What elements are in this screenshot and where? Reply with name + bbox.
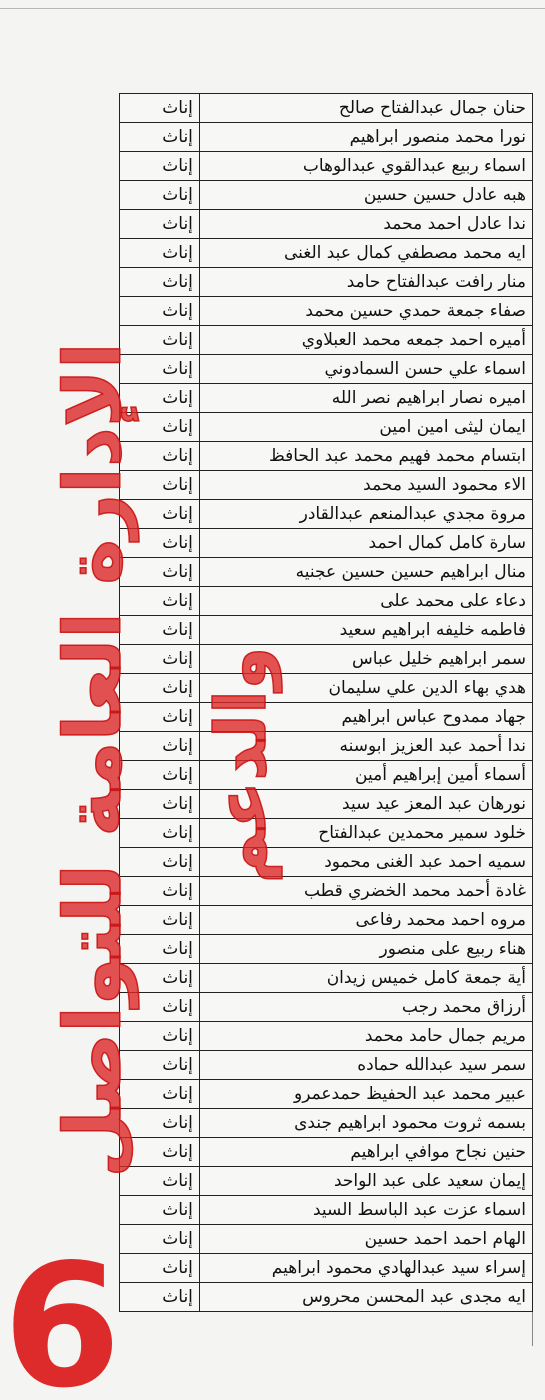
table-row xyxy=(120,94,533,123)
name-cell: اميره نصار ابراهيم نصر الله xyxy=(199,384,532,413)
gender-cell: إناث xyxy=(120,1167,200,1196)
table-row xyxy=(120,1051,533,1080)
name-cell: ايه مجدى عبد المحسن محروس xyxy=(199,1283,532,1312)
name-cell: إسراء سيد عبدالهادي محمود ابراهيم xyxy=(199,1254,532,1283)
gender-cell: إناث xyxy=(120,500,200,529)
name-cell: دعاء على محمد على xyxy=(199,587,532,616)
name-cell: بسمه ثروت محمود ابراهيم جندى xyxy=(199,1109,532,1138)
table-row xyxy=(120,1022,533,1051)
name-cell: غادة أحمد محمد الخضري قطب xyxy=(199,877,532,906)
table-row xyxy=(120,210,533,239)
table-row xyxy=(120,500,533,529)
table-row xyxy=(120,326,533,355)
watermark-number: 6 xyxy=(2,1228,122,1400)
gender-cell: إناث xyxy=(120,210,200,239)
table-row xyxy=(120,848,533,877)
name-cell: سمر ابراهيم خليل عباس xyxy=(199,645,532,674)
gender-cell: إناث xyxy=(120,123,200,152)
name-cell: هبه عادل حسين حسين xyxy=(199,181,532,210)
name-cell: سمر سيد عبدالله حماده xyxy=(199,1051,532,1080)
name-cell: سارة كامل كمال احمد xyxy=(199,529,532,558)
gender-cell: إناث xyxy=(120,558,200,587)
name-cell: صفاء جمعة حمدي حسين محمد xyxy=(199,297,532,326)
table-row xyxy=(120,384,533,413)
gender-cell: إناث xyxy=(120,1022,200,1051)
gender-cell: إناث xyxy=(120,181,200,210)
name-cell: خلود سمير محمدين عبدالفتاح xyxy=(199,819,532,848)
gender-cell: إناث xyxy=(120,587,200,616)
name-cell: منار رافت عبدالفتاح حامد xyxy=(199,268,532,297)
name-cell: أرزاق محمد رجب xyxy=(199,993,532,1022)
table-row xyxy=(120,1254,533,1283)
name-cell: مروه احمد محمد رفاعى xyxy=(199,906,532,935)
gender-cell: إناث xyxy=(120,384,200,413)
gender-cell: إناث xyxy=(120,1138,200,1167)
table-row xyxy=(120,964,533,993)
gender-cell: إناث xyxy=(120,442,200,471)
table-row xyxy=(120,587,533,616)
table-row xyxy=(120,442,533,471)
table-row xyxy=(120,1109,533,1138)
names-table-body xyxy=(120,94,533,1312)
name-cell: هدي بهاء الدين علي سليمان xyxy=(199,674,532,703)
gender-cell: إناث xyxy=(120,906,200,935)
gender-cell: إناث xyxy=(120,239,200,268)
watermark-line2: والدعم xyxy=(200,646,282,884)
name-cell: عبير محمد عبد الحفيظ حمدعمرو xyxy=(199,1080,532,1109)
name-cell: نورا محمد منصور ابراهيم xyxy=(199,123,532,152)
gender-cell: إناث xyxy=(120,471,200,500)
gender-cell: إناث xyxy=(120,413,200,442)
table-row xyxy=(120,181,533,210)
gender-cell: إناث xyxy=(120,616,200,645)
table-row xyxy=(120,1080,533,1109)
gender-cell: إناث xyxy=(120,877,200,906)
name-cell: أميره احمد جمعه محمد العبلاوي xyxy=(199,326,532,355)
table-row xyxy=(120,935,533,964)
table-row xyxy=(120,239,533,268)
gender-cell: إناث xyxy=(120,790,200,819)
gender-cell: إناث xyxy=(120,964,200,993)
name-cell: إيمان سعيد على عبد الواحد xyxy=(199,1167,532,1196)
name-cell: ندا أحمد عبد العزيز ابوسنه xyxy=(199,732,532,761)
name-cell: أسماء أمين إبراهيم أمين xyxy=(199,761,532,790)
table-row xyxy=(120,645,533,674)
name-cell: الهام احمد احمد حسين xyxy=(199,1225,532,1254)
gender-cell: إناث xyxy=(120,152,200,181)
name-cell: هناء ربيع على منصور xyxy=(199,935,532,964)
table-row xyxy=(120,906,533,935)
name-cell: حنين نجاح موافي ابراهيم xyxy=(199,1138,532,1167)
table-row xyxy=(120,616,533,645)
table-row xyxy=(120,123,533,152)
table-row xyxy=(120,1138,533,1167)
table-row xyxy=(120,1225,533,1254)
name-cell: ندا عادل احمد محمد xyxy=(199,210,532,239)
name-cell: جهاد ممدوح عباس ابراهيم xyxy=(199,703,532,732)
gender-cell: إناث xyxy=(120,326,200,355)
name-cell: الاء محمود السيد محمد xyxy=(199,471,532,500)
name-cell: اسماء عزت عبد الباسط السيد xyxy=(199,1196,532,1225)
names-table xyxy=(119,93,533,1312)
gender-cell: إناث xyxy=(120,1283,200,1312)
gender-cell: إناث xyxy=(120,297,200,326)
watermark-line1: الإدارة العامة للتواصل xyxy=(49,342,139,1178)
gender-cell: إناث xyxy=(120,1080,200,1109)
gender-cell: إناث xyxy=(120,1109,200,1138)
table-row xyxy=(120,297,533,326)
page-edge xyxy=(532,93,545,1346)
gender-cell: إناث xyxy=(120,732,200,761)
name-cell: اسماء علي حسن السمادوني xyxy=(199,355,532,384)
table-row xyxy=(120,1167,533,1196)
table-row xyxy=(120,558,533,587)
gender-cell: إناث xyxy=(120,761,200,790)
name-cell: فاطمه خليفه ابراهيم سعيد xyxy=(199,616,532,645)
table-row xyxy=(120,703,533,732)
gender-cell: إناث xyxy=(120,529,200,558)
gender-cell: إناث xyxy=(120,993,200,1022)
name-cell: ايه محمد مصطفي كمال عبد الغنى xyxy=(199,239,532,268)
top-divider xyxy=(0,8,545,9)
gender-cell: إناث xyxy=(120,819,200,848)
gender-cell: إناث xyxy=(120,268,200,297)
name-cell: نورهان عبد المعز عيد سيد xyxy=(199,790,532,819)
table-row xyxy=(120,471,533,500)
gender-cell: إناث xyxy=(120,674,200,703)
gender-cell: إناث xyxy=(120,1196,200,1225)
gender-cell: إناث xyxy=(120,645,200,674)
table-row xyxy=(120,819,533,848)
name-cell: حنان جمال عبدالفتاح صالح xyxy=(199,94,532,123)
gender-cell: إناث xyxy=(120,94,200,123)
table-row xyxy=(120,529,533,558)
name-cell: أية جمعة كامل خميس زيدان xyxy=(199,964,532,993)
name-cell: اسماء ربيع عبدالقوي عبدالوهاب xyxy=(199,152,532,181)
gender-cell: إناث xyxy=(120,1254,200,1283)
gender-cell: إناث xyxy=(120,355,200,384)
table-row xyxy=(120,413,533,442)
name-cell: سميه احمد عبد الغنى محمود xyxy=(199,848,532,877)
name-cell: مروة مجدي عبدالمنعم عبدالقادر xyxy=(199,500,532,529)
table-row xyxy=(120,761,533,790)
gender-cell: إناث xyxy=(120,1051,200,1080)
name-cell: ايمان ليثى امين امين xyxy=(199,413,532,442)
name-cell: منال ابراهيم حسين حسين عجنيه xyxy=(199,558,532,587)
gender-cell: إناث xyxy=(120,703,200,732)
gender-cell: إناث xyxy=(120,848,200,877)
gender-cell: إناث xyxy=(120,1225,200,1254)
table-row xyxy=(120,1283,533,1312)
table-row xyxy=(120,355,533,384)
table-row xyxy=(120,877,533,906)
name-cell: مريم جمال حامد محمد xyxy=(199,1022,532,1051)
name-cell: ابتسام محمد فهيم محمد عبد الحافظ xyxy=(199,442,532,471)
table-row xyxy=(120,732,533,761)
table-row xyxy=(120,674,533,703)
gender-cell: إناث xyxy=(120,935,200,964)
table-row xyxy=(120,268,533,297)
table-row xyxy=(120,1196,533,1225)
table-row xyxy=(120,152,533,181)
table-row xyxy=(120,993,533,1022)
table-row xyxy=(120,790,533,819)
